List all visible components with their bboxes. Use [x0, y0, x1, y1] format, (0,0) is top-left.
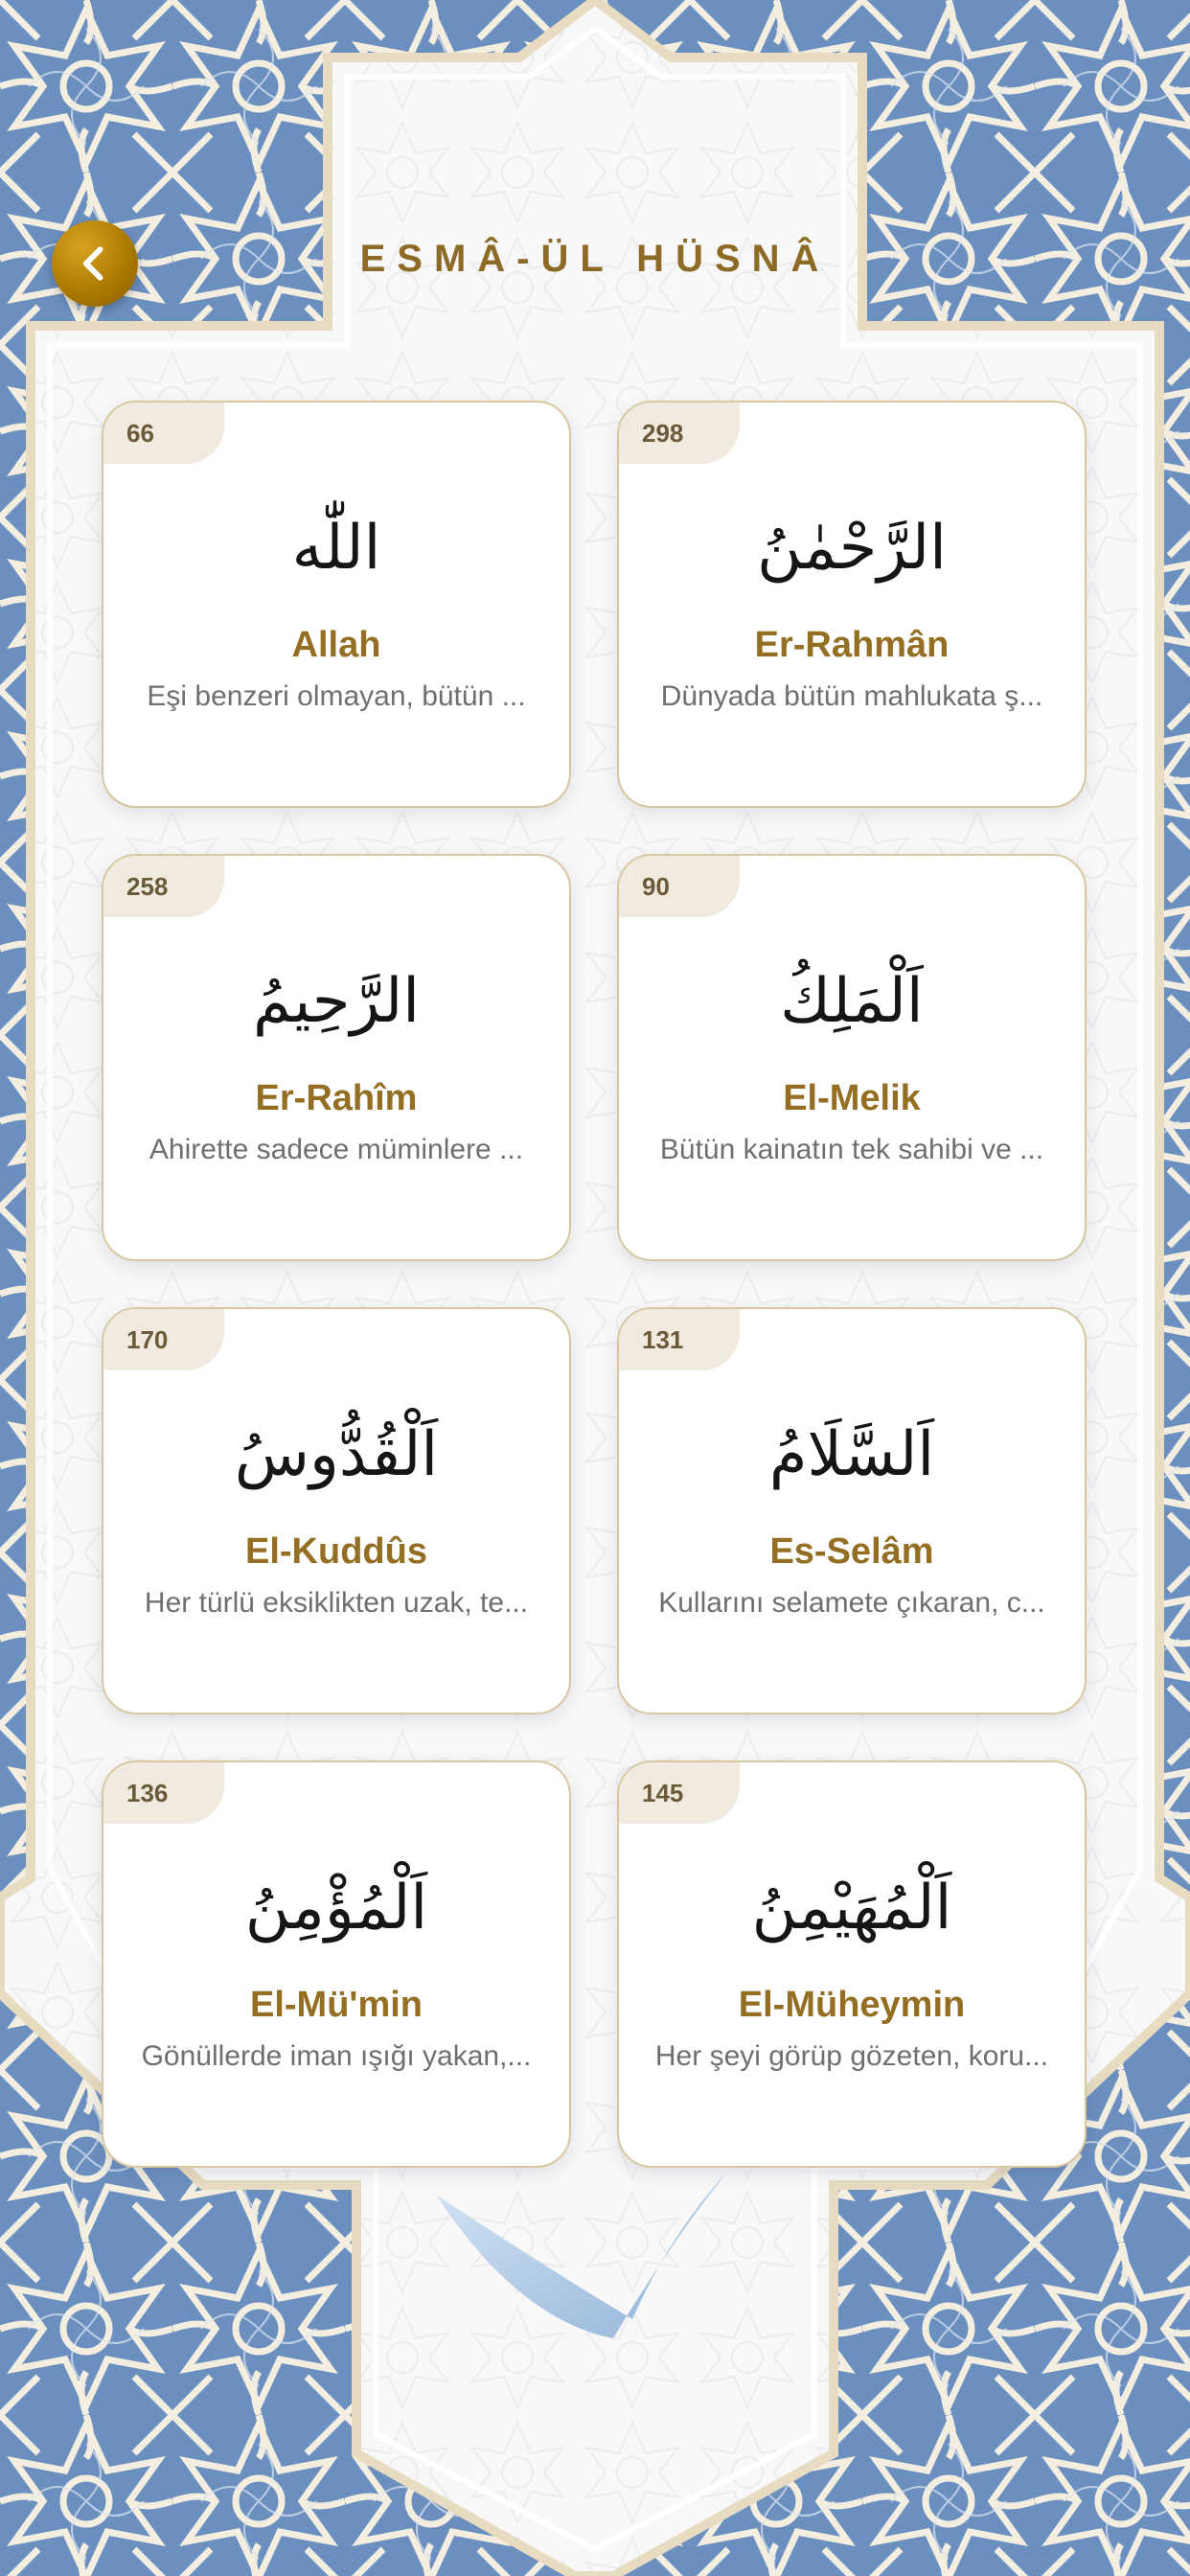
- abjad-number-badge: 258: [103, 856, 224, 917]
- abjad-number-badge: 170: [103, 1309, 224, 1370]
- abjad-number-badge: 136: [103, 1762, 224, 1824]
- page-title: ESMÂ-ÜL HÜSNÂ: [359, 238, 831, 280]
- name-description: Her türlü eksiklikten uzak, te...: [144, 1587, 529, 1619]
- name-card-es-selam[interactable]: [617, 1307, 1087, 1714]
- abjad-number-badge: 145: [619, 1762, 740, 1824]
- name-description: Gönüllerde iman ışığı yakan,...: [141, 2040, 532, 2072]
- arabic-name: اَلْمَلِكُ: [780, 966, 924, 1037]
- name-description: Dünyada bütün mahlukata ş...: [660, 680, 1043, 712]
- name-title: Er-Rahmân: [754, 625, 950, 665]
- name-card-er-rahman[interactable]: [617, 401, 1087, 808]
- name-description: Kullarını selamete çıkaran, c...: [658, 1587, 1045, 1619]
- name-card-allah[interactable]: [102, 401, 571, 808]
- name-card-el-kuddus[interactable]: [102, 1307, 571, 1714]
- abjad-number-badge: 66: [103, 402, 224, 464]
- arabic-name: اَلْمُؤْمِنُ: [244, 1873, 428, 1944]
- name-title: Es-Selâm: [769, 1531, 934, 1572]
- arabic-name: اَلْمُهَيْمِنُ: [751, 1873, 952, 1944]
- names-grid: [102, 401, 1088, 2168]
- arabic-name: اَلسَّلَامُ: [768, 1419, 935, 1490]
- abjad-number-badge: 131: [619, 1309, 740, 1370]
- arabic-name: اللّٰه: [291, 513, 381, 584]
- name-card-el-melik[interactable]: [617, 854, 1087, 1261]
- abjad-number-badge: 90: [619, 856, 740, 917]
- name-title: Er-Rahîm: [255, 1078, 418, 1118]
- name-title: Allah: [291, 625, 381, 665]
- arabic-name: اَلْقُدُّوسُ: [234, 1419, 439, 1490]
- name-title: El-Müheymin: [738, 1985, 966, 2025]
- name-description: Bütün kainatın tek sahibi ve ...: [659, 1134, 1044, 1165]
- name-title: El-Mü'min: [249, 1985, 423, 2025]
- arabic-name: الرَّحِيمُ: [252, 966, 421, 1037]
- abjad-number-badge: 298: [619, 402, 740, 464]
- name-card-el-muheymin[interactable]: [617, 1760, 1087, 2168]
- name-card-er-rahim[interactable]: [102, 854, 571, 1261]
- name-description: Eşi benzeri olmayan, bütün ...: [147, 680, 526, 712]
- name-title: El-Melik: [783, 1078, 921, 1118]
- name-card-el-mumin[interactable]: [102, 1760, 571, 2168]
- name-title: El-Kuddûs: [245, 1531, 427, 1572]
- name-description: Her şeyi görüp gözeten, koru...: [654, 2040, 1049, 2072]
- arabic-name: الرَّحْمٰنُ: [757, 513, 947, 584]
- name-description: Ahirette sadece müminlere ...: [149, 1134, 524, 1165]
- header: [0, 211, 1190, 316]
